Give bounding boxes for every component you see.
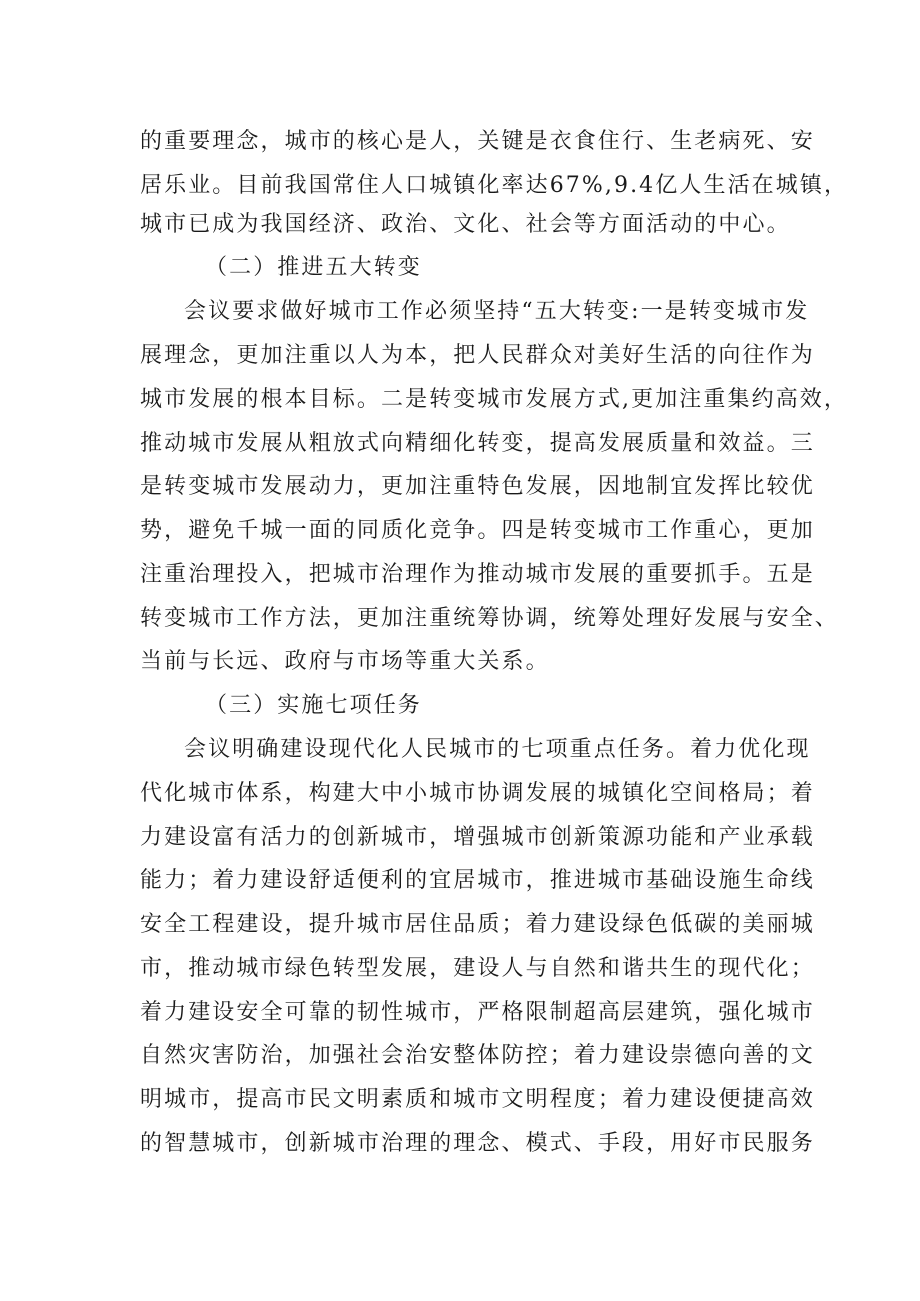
body-text-line: 明城市，提高市民文明素质和城市文明程度；着力建设便捷高效 — [140, 1087, 815, 1112]
body-text-line: 能力；着力建设舒适便利的宜居城市，推进城市基础设施生命线 — [140, 868, 815, 893]
body-text-line: 注重治理投入，把城市治理作为推动城市发展的重要抓手。五是 — [140, 562, 815, 587]
body-text-line: 当前与长远、政府与市场等重大关系。 — [140, 649, 550, 674]
body-text-line: 推动城市发展从粗放式向精细化转变，提高发展质量和效益。三 — [140, 431, 815, 456]
body-text-line: 市，推动城市绿色转型发展，建设人与自然和谐共生的现代化； — [140, 956, 815, 981]
body-text-line: 的智慧城市，创新城市治理的理念、模式、手段，用好市民服务 — [140, 1131, 815, 1156]
body-text-line: 力建设富有活力的创新城市，增强城市创新策源功能和产业承载 — [140, 825, 815, 850]
paragraph-start-line: 会议明确建设现代化人民城市的七项重点任务。着力优化现 — [184, 737, 811, 762]
body-text-line: 展理念，更加注重以人为本，把人民群众对美好生活的向往作为 — [140, 343, 815, 368]
body-text-line: 着力建设安全可靠的韧性城市，严格限制超高层建筑，强化城市 — [140, 1000, 815, 1025]
body-text-line: 城市发展的根本目标。二是转变城市发展方式,更加注重集约高效， — [140, 387, 848, 412]
body-text-line: 居乐业。目前我国常住人口城镇化率达67%,9.4亿人生活在城镇， — [140, 173, 849, 198]
section-heading-three: （三）实施七项任务 — [205, 693, 422, 718]
section-heading-two: （二）推进五大转变 — [205, 255, 422, 280]
body-text-line: 转变城市工作方法，更加注重统筹协调，统筹处理好发展与安全、 — [140, 606, 839, 631]
body-text-line: 是转变城市发展动力，更加注重特色发展，因地制宜发挥比较优 — [140, 474, 815, 499]
body-text-line: 城市已成为我国经济、政治、文化、社会等方面活动的中心。 — [140, 212, 791, 237]
body-text-line: 自然灾害防治，加强社会治安整体防控；着力建设崇德向善的文 — [140, 1043, 815, 1068]
paragraph-start-line: 会议要求做好城市工作必须坚持“五大转变:一是转变城市发 — [184, 299, 810, 324]
body-text-line: 代化城市体系，构建大中小城市协调发展的城镇化空间格局；着 — [140, 781, 815, 806]
body-text-line: 安全工程建设，提升城市居住品质；着力建设绿色低碳的美丽城 — [140, 912, 815, 937]
body-text-line: 势，避免千城一面的同质化竞争。四是转变城市工作重心，更加 — [140, 518, 815, 543]
body-text-line: 的重要理念，城市的核心是人，关键是衣食住行、生老病死、安 — [140, 129, 815, 154]
